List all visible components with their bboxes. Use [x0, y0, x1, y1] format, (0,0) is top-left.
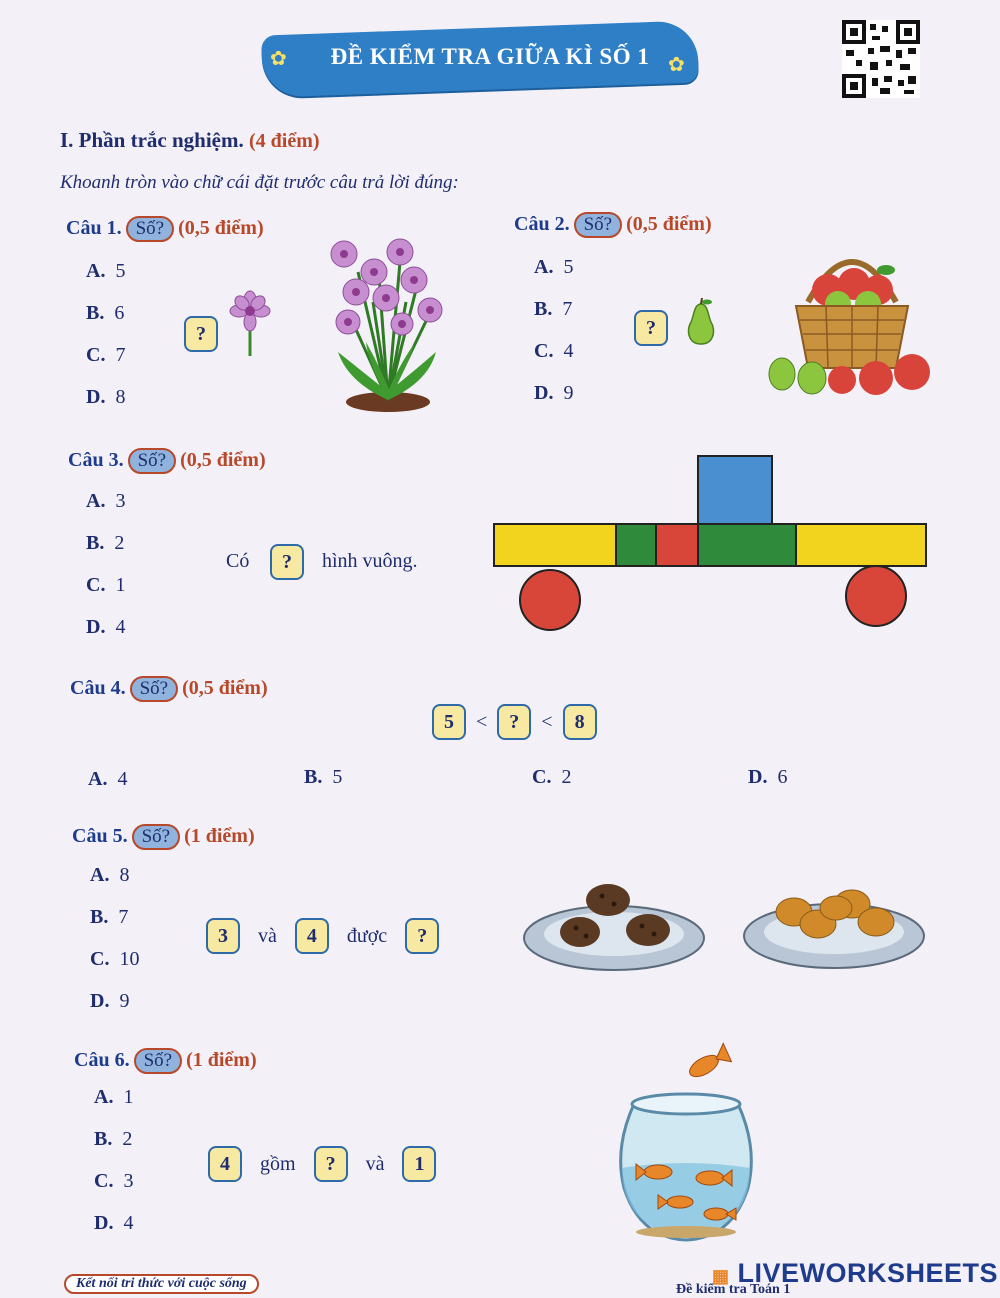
q4-header: [70, 676, 268, 702]
q2-option-c[interactable]: C. 4: [534, 340, 574, 362]
q5-word-va: và: [258, 925, 277, 947]
q1-option-a[interactable]: A. 5: [86, 260, 126, 282]
q5-num-3: 3: [206, 918, 240, 954]
q4-option-d[interactable]: D. 6: [748, 766, 788, 788]
q4-num-5: 5: [432, 704, 466, 740]
q5-option-d[interactable]: D. 9: [90, 990, 130, 1012]
q5-points: (1 điểm): [184, 825, 255, 847]
q3-option-a[interactable]: A. 3: [86, 490, 126, 512]
q2-points: (0,5 điểm): [626, 213, 712, 235]
q5-header: [72, 824, 255, 850]
q5-num-4: 4: [295, 918, 329, 954]
q4-expression: [432, 704, 597, 740]
q2-answer-box[interactable]: ?: [634, 310, 668, 346]
section-heading-text: I. Phần trắc nghiệm.: [60, 128, 244, 152]
flower-icon: [226, 290, 274, 358]
liveworksheets-mark-icon: ▦: [712, 1266, 730, 1286]
q1-option-d[interactable]: D. 8: [86, 386, 126, 408]
q2-option-d[interactable]: D. 9: [534, 382, 574, 404]
q1-header: [66, 216, 264, 242]
q1-option-b[interactable]: B. 6: [86, 302, 125, 324]
fishbowl-icon: [604, 1038, 768, 1246]
q2-tag: Số?: [574, 212, 623, 238]
q4-num-8: 8: [563, 704, 597, 740]
q3-option-b[interactable]: B. 2: [86, 532, 125, 554]
q6-label: Câu 6.: [74, 1049, 130, 1071]
q1-option-c[interactable]: C. 7: [86, 344, 126, 366]
q5-option-a[interactable]: A. 8: [90, 864, 130, 886]
q4-option-b[interactable]: B. 5: [304, 766, 343, 788]
section-heading: [60, 128, 320, 153]
liveworksheets-logo: [712, 1258, 998, 1289]
q3-header: [68, 448, 266, 474]
q5-word-duoc: được: [346, 925, 388, 947]
q6-option-b[interactable]: B. 2: [94, 1128, 133, 1150]
q6-word-va: và: [365, 1153, 385, 1175]
q5-option-b[interactable]: B. 7: [90, 906, 129, 928]
q3-option-c[interactable]: C. 1: [86, 574, 126, 596]
q4-less-than-2: <: [541, 711, 553, 733]
q6-num-1: 1: [402, 1146, 436, 1182]
q1-label: Câu 1.: [66, 217, 122, 239]
q3-text-after: hình vuông.: [322, 550, 418, 572]
q6-option-c[interactable]: C. 3: [94, 1170, 134, 1192]
q5-answer-box[interactable]: ?: [405, 918, 439, 954]
q4-points: (0,5 điểm): [182, 677, 268, 699]
footer-publisher: Kết nối tri thức với cuộc sống: [64, 1274, 259, 1294]
q6-header: [74, 1048, 257, 1074]
plate-dark-cookies-icon: [522, 876, 712, 976]
q6-tag: Số?: [134, 1048, 183, 1074]
q1-points: (0,5 điểm): [178, 217, 264, 239]
q6-num-4: 4: [208, 1146, 242, 1182]
q3-option-d[interactable]: D. 4: [86, 616, 126, 638]
q4-less-than-1: <: [476, 711, 488, 733]
q5-tag: Số?: [132, 824, 181, 850]
q1-answer-box[interactable]: ?: [184, 316, 218, 352]
liveworksheets-text: LIVEWORKSHEETS: [737, 1258, 999, 1288]
q3-points: (0,5 điểm): [180, 449, 266, 471]
q5-label: Câu 5.: [72, 825, 128, 847]
q1-tag: Số?: [126, 216, 175, 242]
q5-expression: [206, 918, 439, 954]
q3-tag: Số?: [128, 448, 177, 474]
q4-tag: Số?: [130, 676, 179, 702]
page-title: ĐỀ KIỂM TRA GIỮA KÌ SỐ 1: [330, 44, 650, 69]
pear-icon: [682, 298, 720, 346]
q5-option-c[interactable]: C. 10: [90, 948, 140, 970]
q2-option-b[interactable]: B. 7: [534, 298, 573, 320]
flower-right-icon: ✿: [668, 54, 685, 76]
q4-label: Câu 4.: [70, 677, 126, 699]
section-points: (4 điểm): [249, 130, 320, 152]
plate-light-cookies-icon: [740, 878, 934, 974]
q3-text-before: Có: [226, 550, 250, 572]
q6-option-d[interactable]: D. 4: [94, 1212, 134, 1234]
q3-answer-box[interactable]: ?: [270, 544, 304, 580]
q4-option-c[interactable]: C. 2: [532, 766, 572, 788]
qr-code-icon: [842, 20, 920, 98]
q4-option-a[interactable]: A. 4: [88, 768, 128, 790]
footer-book-title: Đề kiểm tra Toán 1: [676, 1282, 791, 1297]
q2-option-a[interactable]: A. 5: [534, 256, 574, 278]
fruit-basket-icon: [766, 232, 938, 398]
q6-points: (1 điểm): [186, 1049, 257, 1071]
q6-answer-box[interactable]: ?: [314, 1146, 348, 1182]
q4-answer-box[interactable]: ?: [497, 704, 531, 740]
q6-option-a[interactable]: A. 1: [94, 1086, 134, 1108]
q2-header: [514, 212, 712, 238]
block-car-icon: [490, 452, 930, 634]
q3-label: Câu 3.: [68, 449, 124, 471]
instruction: Khoanh tròn vào chữ cái đặt trước câu trả lời đúng:: [60, 172, 459, 193]
flower-bunch-icon: [318, 232, 448, 414]
q2-label: Câu 2.: [514, 213, 570, 235]
flower-left-icon: ✿: [270, 48, 287, 70]
q6-word-gom: gồm: [260, 1153, 296, 1175]
q6-expression: [208, 1146, 436, 1182]
